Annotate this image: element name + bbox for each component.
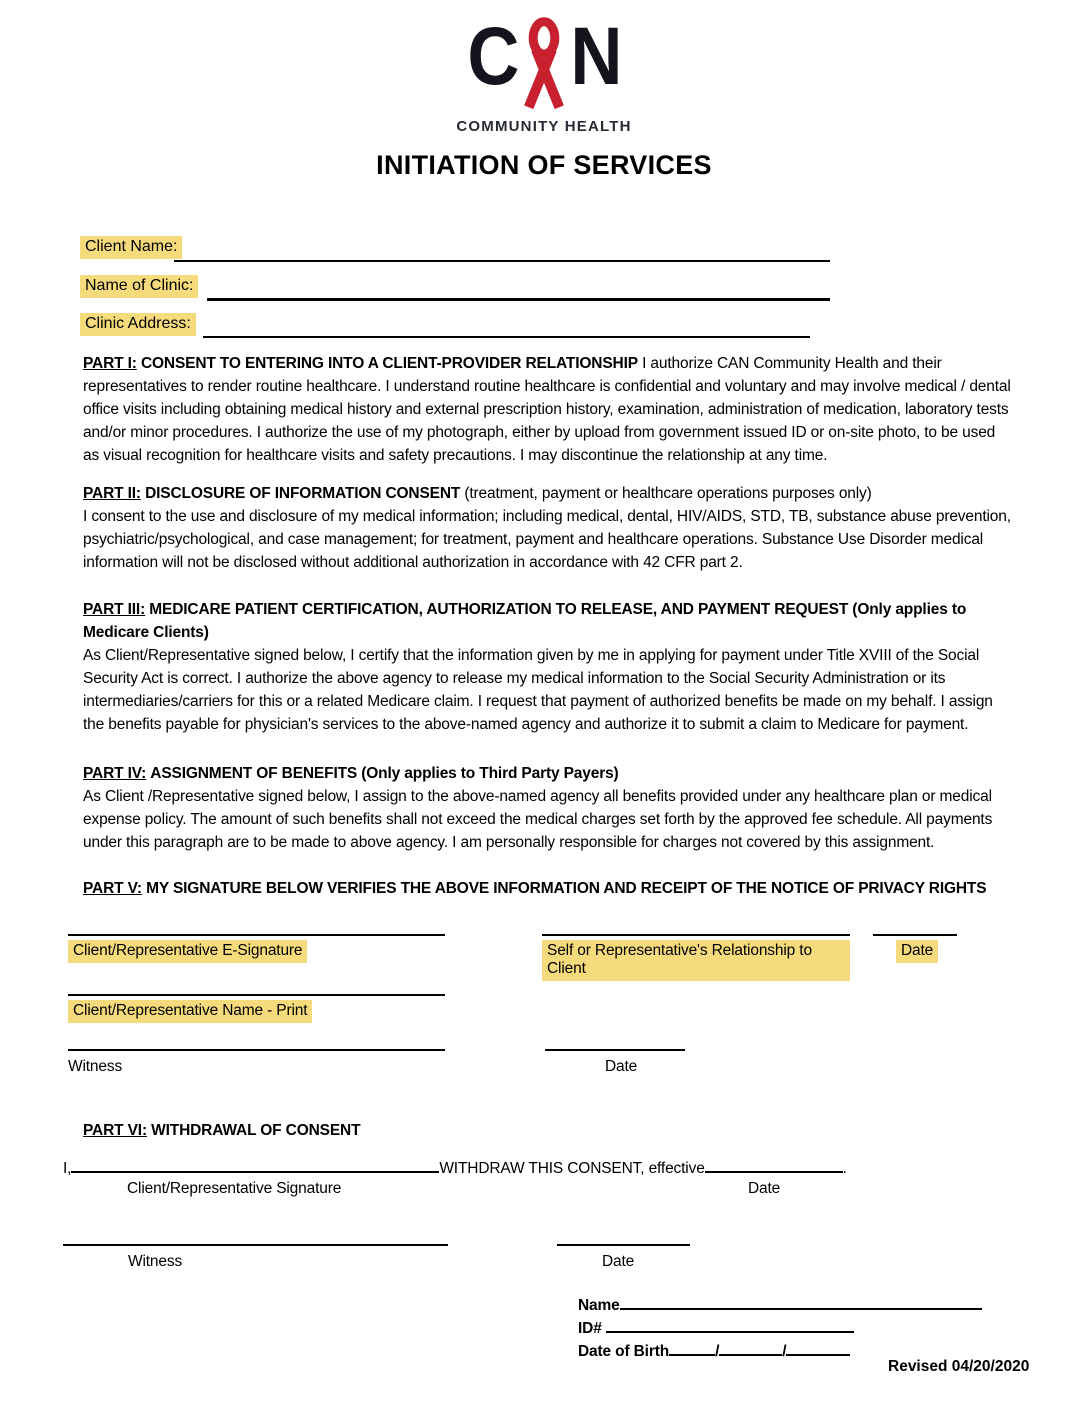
- witness-cell: [68, 1049, 445, 1076]
- part1-heading: CONSENT TO ENTERING INTO A CLIENT-PROVIDER RELATIONSHIP: [140, 355, 638, 372]
- part5-section: [83, 877, 1012, 900]
- footer-dob-separator-1: /: [715, 1343, 720, 1360]
- part4-body: As Client /Representative signed below, I assign to the above-named agency all benefits provided under any healthcare plan or medical expense policy. The amount of such benefits shall not exceed the medical charges set forth by the approved fee schedule. All payments under this paragraph are to be made to above agency. I am personally responsible for charges not covered by this assignment.: [83, 788, 993, 851]
- part2-heading-note: (treatment, payment or healthcare operations purposes only): [464, 485, 872, 502]
- footer-dob-label: Date of Birth: [578, 1343, 670, 1360]
- part2-body: I consent to the use and disclosure of my medical information; including medical, dental, HIV/AIDS, STD, TB, substance abuse prevention, psychiatric/psychological, and case management; for treatment, payment and healthcare operations. Substance Use Disorder medical information will not be disclosed without additional authorization in accordance with 42 CFR part 2.: [83, 508, 1011, 571]
- esignature-label: Client/Representative E-Signature: [68, 940, 307, 963]
- logo-subtitle: COMMUNITY HEALTH: [456, 118, 632, 135]
- withdrawal-date-input-line[interactable]: [705, 1156, 843, 1173]
- revised-date: Revised 04/20/2020: [888, 1358, 1030, 1375]
- part6-heading: WITHDRAWAL OF CONSENT: [151, 1122, 361, 1139]
- relationship-cell: [542, 934, 850, 981]
- sign-date-label: Date: [896, 940, 938, 963]
- part2-heading: DISCLOSURE OF INFORMATION CONSENT: [145, 485, 461, 502]
- name-print-cell: [68, 994, 445, 1023]
- footer-dob-day-line[interactable]: [719, 1340, 782, 1356]
- withdrawal-witness-date-cell: [557, 1244, 690, 1271]
- logo-letter-n: N: [570, 11, 621, 102]
- part4-section: [83, 762, 1012, 854]
- part6-section: [83, 1119, 1012, 1142]
- part3-body: As Client/Representative signed below, I certify that the information given by me in applying for payment under Title XVIII of the Social Security Act is correct. I authorize the above agency to release my medical information to the Social Security Administration or its intermediaries/carriers for this or a related Medicare claim. I request that payment of authorized benefits be made on my behalf. I assign the benefits payable for physician's services to the above-named agency and authorize it to submit a claim to Medicare for payment.: [83, 647, 993, 733]
- footer-id-label: ID#: [578, 1320, 602, 1337]
- clinic-address-label: Clinic Address:: [80, 313, 196, 336]
- part3-label: PART III:: [83, 601, 146, 618]
- part5-heading: MY SIGNATURE BELOW VERIFIES THE ABOVE INFORMATION AND RECEIPT OF THE NOTICE OF PRIVACY RIGHTS: [146, 880, 987, 897]
- part6-label: PART VI:: [83, 1122, 147, 1139]
- footer-id-row: [578, 1317, 854, 1338]
- footer-dob-row: [578, 1340, 850, 1361]
- withdrawal-sentence: [63, 1156, 847, 1178]
- logo-letter-c: C: [467, 11, 518, 102]
- part5-label: PART V:: [83, 880, 142, 897]
- witness-date-input-line[interactable]: [545, 1049, 685, 1055]
- part3-heading: MEDICARE PATIENT CERTIFICATION, AUTHORIZATION TO RELEASE, AND PAYMENT REQUEST (Only applies to Medicare Clients): [83, 601, 967, 641]
- withdrawal-prefix: I,: [63, 1160, 72, 1177]
- relationship-label: Self or Representative's Relationship to Client: [542, 940, 850, 981]
- part1-section: [83, 352, 1012, 467]
- withdrawal-period: .: [842, 1160, 847, 1177]
- aids-ribbon-icon: [517, 16, 571, 112]
- withdrawal-witness-date-input-line[interactable]: [557, 1244, 690, 1250]
- sign-date-cell: [873, 934, 957, 963]
- name-print-label: Client/Representative Name - Print: [68, 1000, 312, 1023]
- can-logo: [0, 11, 1088, 122]
- withdrawal-date-label: Date: [748, 1180, 781, 1197]
- part4-heading: ASSIGNMENT OF BENEFITS (Only applies to Third Party Payers): [150, 765, 619, 782]
- clinic-address-input-line[interactable]: [203, 312, 810, 338]
- withdrawal-witness-label: Witness: [128, 1253, 183, 1270]
- withdrawal-witness-date-label: Date: [602, 1253, 635, 1270]
- footer-dob-month-line[interactable]: [669, 1340, 715, 1356]
- withdrawal-name-input-line[interactable]: [71, 1156, 439, 1173]
- witness-input-line[interactable]: [68, 1049, 445, 1055]
- withdrawal-witness-cell: [63, 1244, 448, 1271]
- footer-dob-separator-2: /: [782, 1343, 787, 1360]
- client-name-label: Client Name:: [80, 236, 182, 259]
- footer-name-input-line[interactable]: [620, 1294, 982, 1310]
- clinic-name-label: Name of Clinic:: [80, 275, 198, 298]
- esignature-cell: [68, 934, 445, 963]
- witness-date-label: Date: [605, 1058, 638, 1075]
- page-title: INITIATION OF SERVICES: [376, 150, 712, 180]
- withdrawal-witness-input-line[interactable]: [63, 1244, 448, 1250]
- part2-section: [83, 482, 1012, 574]
- footer-name-row: [578, 1294, 982, 1315]
- witness-label: Witness: [68, 1058, 123, 1075]
- withdrawal-statement: WITHDRAW THIS CONSENT, effective: [439, 1160, 705, 1177]
- witness-date-cell: [545, 1049, 685, 1076]
- client-name-input-line[interactable]: [174, 236, 830, 262]
- footer-dob-year-line[interactable]: [786, 1340, 850, 1356]
- footer-name-label: Name: [578, 1297, 620, 1314]
- part1-body: I authorize CAN Community Health and their representatives to render routine healthcare. I understand routine healthcare is confidential and voluntary and may involve medical / dental office visits including obtaining medical history and external prescription history, examination, administration of medication, laboratory tests and/or minor procedures. I authorize the use of my photograph, either by upload from government issued ID or on-site photo, to be used as visual recognition for healthcare visits and safety precautions. I may discontinue the relationship at any time.: [83, 355, 1011, 464]
- clinic-name-input-line[interactable]: [207, 274, 830, 301]
- part2-label: PART II:: [83, 485, 141, 502]
- withdrawal-signature-label: Client/Representative Signature: [127, 1180, 342, 1197]
- part3-section: [83, 598, 1012, 736]
- part1-label: PART I:: [83, 355, 137, 372]
- footer-id-input-line[interactable]: [606, 1317, 854, 1333]
- part4-label: PART IV:: [83, 765, 147, 782]
